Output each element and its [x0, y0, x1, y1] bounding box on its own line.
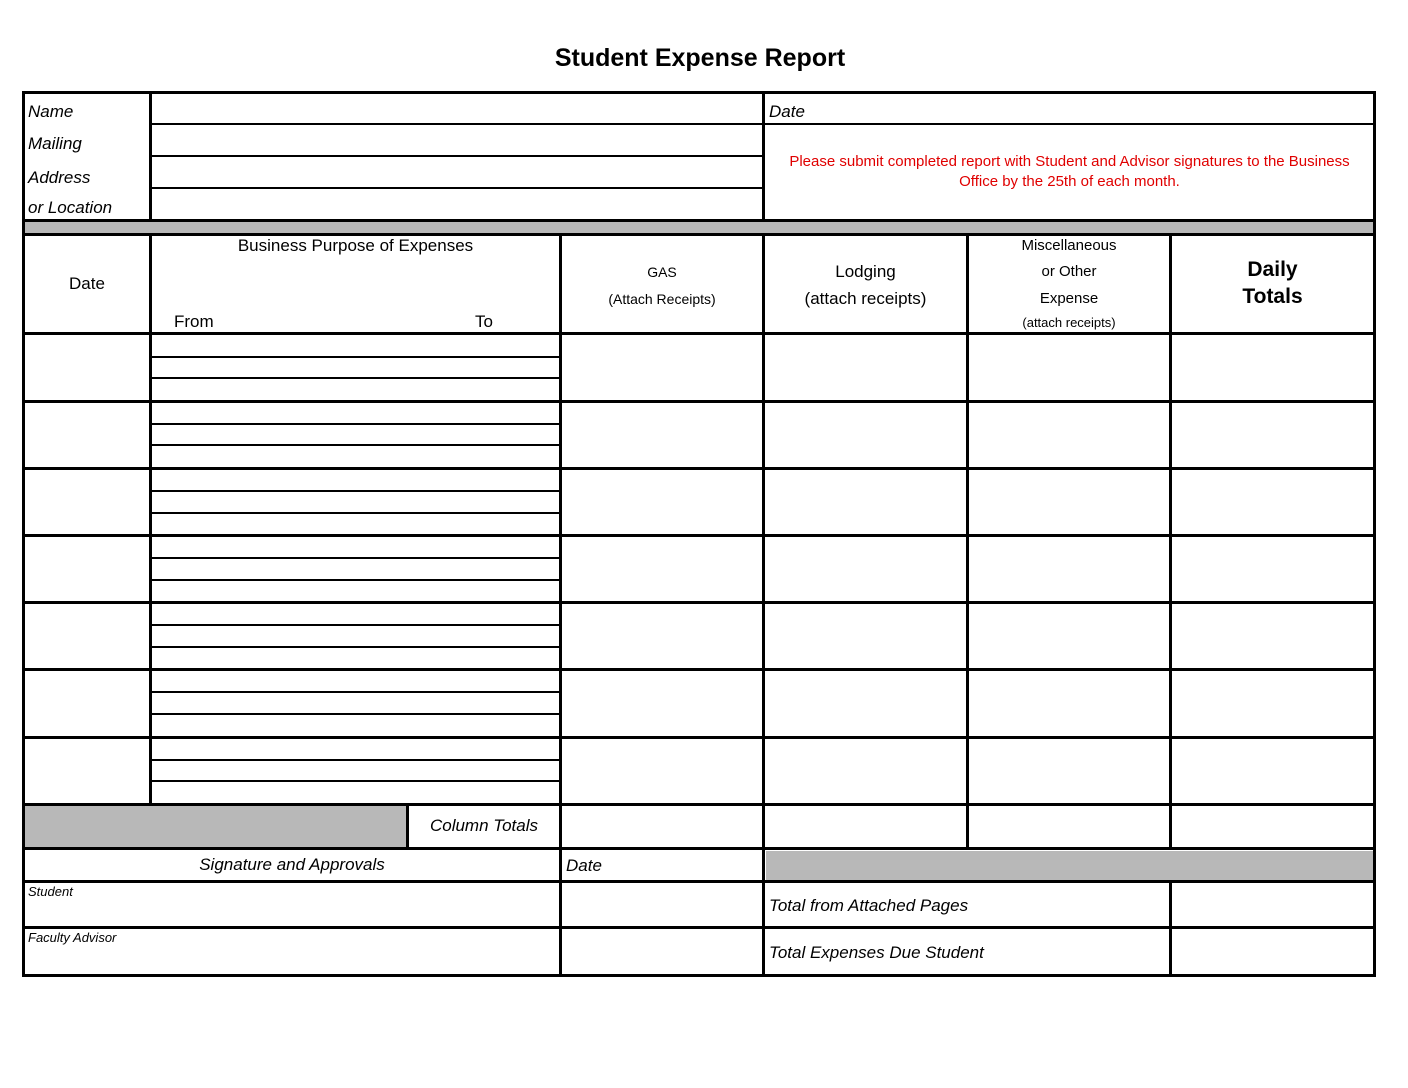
- purpose-line[interactable]: [152, 715, 559, 736]
- due-student-total-field[interactable]: [1172, 929, 1373, 974]
- daily-total-sum-cell[interactable]: [1172, 806, 1373, 847]
- gas-cell[interactable]: [562, 403, 762, 467]
- column-totals-label: Column Totals: [429, 816, 539, 835]
- purpose-line[interactable]: [152, 648, 559, 668]
- col-lodging-note: (attach receipts): [804, 289, 927, 308]
- separator-band: [25, 222, 1373, 233]
- daily-total-cell[interactable]: [1172, 403, 1373, 467]
- lodging-cell[interactable]: [765, 604, 966, 668]
- lodging-cell[interactable]: [765, 537, 966, 601]
- purpose-line[interactable]: [152, 470, 559, 490]
- daily-total-cell[interactable]: [1172, 537, 1373, 601]
- col-misc-header-1: Miscellaneous: [1021, 237, 1117, 254]
- misc-cell[interactable]: [969, 537, 1169, 601]
- lodging-cell[interactable]: [765, 739, 966, 803]
- purpose-line[interactable]: [152, 335, 559, 356]
- notice-line-2: Office by the 25th of each month.: [959, 173, 1180, 190]
- purpose-line[interactable]: [152, 559, 559, 579]
- advisor-date-field[interactable]: [562, 929, 762, 974]
- col-misc-header-3: Expense: [1039, 290, 1099, 307]
- advisor-label: Faculty Advisor: [28, 930, 117, 945]
- day-date-cell[interactable]: [25, 671, 149, 736]
- purpose-line[interactable]: [152, 514, 559, 534]
- daily-total-cell[interactable]: [1172, 739, 1373, 803]
- gas-cell[interactable]: [562, 335, 762, 400]
- purpose-line[interactable]: [152, 537, 559, 557]
- shaded-cell-signature: [766, 851, 1373, 881]
- signature-date-label: Date: [566, 856, 602, 875]
- purpose-line[interactable]: [152, 761, 559, 780]
- purpose-line[interactable]: [152, 604, 559, 624]
- location-field[interactable]: [152, 189, 762, 219]
- misc-cell[interactable]: [969, 739, 1169, 803]
- purpose-line[interactable]: [152, 403, 559, 423]
- attached-pages-total-field[interactable]: [1172, 883, 1373, 926]
- day-date-cell[interactable]: [25, 335, 149, 400]
- lodging-total-cell[interactable]: [765, 806, 966, 847]
- purpose-line[interactable]: [152, 693, 559, 713]
- purpose-line[interactable]: [152, 358, 559, 377]
- gas-cell[interactable]: [562, 739, 762, 803]
- gas-total-cell[interactable]: [562, 806, 762, 847]
- col-misc-note: (attach receipts): [1022, 315, 1116, 330]
- student-signature-field[interactable]: [25, 883, 559, 926]
- gas-cell[interactable]: [562, 671, 762, 736]
- purpose-line[interactable]: [152, 626, 559, 646]
- notice-line-1: Please submit completed report with Student and Advisor signatures to the Business: [789, 153, 1350, 170]
- date-field[interactable]: [765, 94, 1373, 123]
- col-date-header: Date: [69, 274, 105, 293]
- misc-cell[interactable]: [969, 671, 1169, 736]
- day-date-cell[interactable]: [25, 537, 149, 601]
- col-purpose-header: Business Purpose of Expenses: [237, 236, 474, 255]
- daily-total-cell[interactable]: [1172, 470, 1373, 534]
- date-label: Date: [769, 102, 805, 121]
- lodging-cell[interactable]: [765, 403, 966, 467]
- gas-cell[interactable]: [562, 470, 762, 534]
- col-daily-header-2: Totals: [1242, 285, 1303, 308]
- purpose-line[interactable]: [152, 379, 559, 400]
- col-daily-header-1: Daily: [1247, 258, 1298, 281]
- frame-bottom: [22, 974, 1376, 977]
- mailing-field[interactable]: [152, 125, 762, 155]
- day-date-cell[interactable]: [25, 403, 149, 467]
- page-title: Student Expense Report: [554, 44, 846, 72]
- daily-total-cell[interactable]: [1172, 604, 1373, 668]
- purpose-line[interactable]: [152, 581, 559, 601]
- address-field[interactable]: [152, 157, 762, 187]
- address-label: Address: [28, 168, 91, 187]
- col-misc-header-2: or Other: [1041, 263, 1097, 280]
- advisor-signature-field[interactable]: [25, 929, 559, 974]
- misc-cell[interactable]: [969, 604, 1169, 668]
- purpose-line[interactable]: [152, 782, 559, 803]
- col-from-header: From: [174, 312, 214, 331]
- due-student-label: Total Expenses Due Student: [769, 943, 984, 962]
- location-label: or Location: [28, 198, 113, 217]
- col-lodging-header: Lodging: [835, 262, 896, 281]
- misc-total-cell[interactable]: [969, 806, 1169, 847]
- purpose-line[interactable]: [152, 671, 559, 691]
- student-label: Student: [28, 884, 73, 899]
- lodging-cell[interactable]: [765, 335, 966, 400]
- submission-notice: [766, 152, 1373, 192]
- day-date-cell[interactable]: [25, 739, 149, 803]
- purpose-line[interactable]: [152, 492, 559, 512]
- gas-cell[interactable]: [562, 604, 762, 668]
- divider: [22, 847, 1376, 850]
- lodging-cell[interactable]: [765, 470, 966, 534]
- shaded-cell-totals: [25, 806, 407, 847]
- misc-cell[interactable]: [969, 335, 1169, 400]
- name-field[interactable]: [152, 94, 762, 123]
- col-gas-header: GAS: [647, 264, 677, 280]
- lodging-cell[interactable]: [765, 671, 966, 736]
- daily-total-cell[interactable]: [1172, 671, 1373, 736]
- student-date-field[interactable]: [562, 883, 762, 926]
- purpose-line[interactable]: [152, 446, 559, 467]
- name-label: Name: [28, 102, 74, 121]
- divider: [22, 219, 1376, 222]
- mailing-label: Mailing: [28, 134, 82, 153]
- gas-cell[interactable]: [562, 537, 762, 601]
- attached-pages-label: Total from Attached Pages: [769, 896, 969, 915]
- col-to-header: To: [475, 312, 493, 331]
- purpose-line[interactable]: [152, 425, 559, 444]
- misc-cell[interactable]: [969, 403, 1169, 467]
- day-date-cell[interactable]: [25, 470, 149, 534]
- day-date-cell[interactable]: [25, 604, 149, 668]
- misc-cell[interactable]: [969, 470, 1169, 534]
- purpose-line[interactable]: [152, 739, 559, 759]
- col-gas-note: (Attach Receipts): [608, 291, 716, 307]
- daily-total-cell[interactable]: [1172, 335, 1373, 400]
- signature-approvals-label: Signature and Approvals: [199, 855, 385, 874]
